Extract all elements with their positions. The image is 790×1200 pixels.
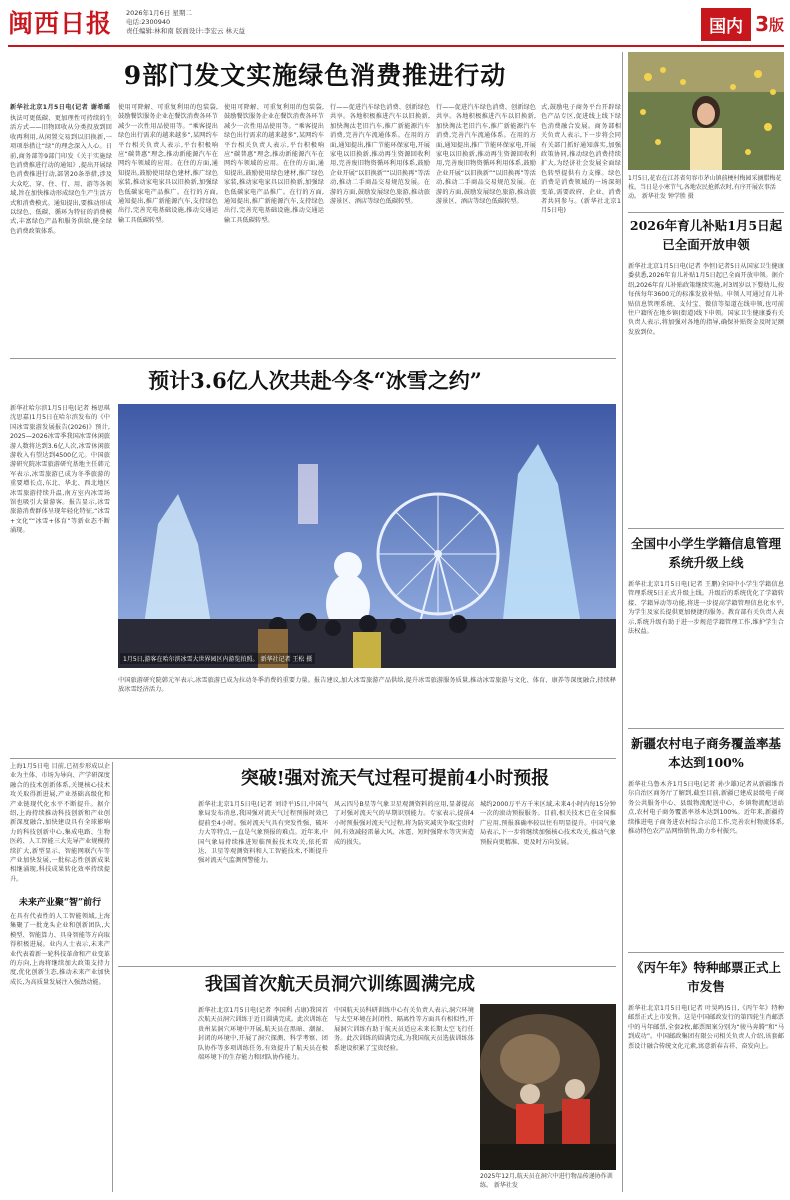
cave-headline: 我国首次航天员洞穴训练圆满完成 <box>205 974 475 995</box>
phone-line: 电话:2300940 <box>126 18 171 26</box>
sidebar-rule-1 <box>628 212 784 213</box>
flower-photo <box>628 52 784 170</box>
weather-headline: 突破!强对流天气过程可提前4小时预报 <box>240 768 550 789</box>
masthead-rule <box>8 45 784 47</box>
lead-col1: 执法可更低碳、更加理性可持续的生活方式——旧物回收从分类投放到回收再利用,从闲置交易到以旧换新,一项项举措让“绿”的理念深入人心。日前,商务部等9部门印发《关于实施绿色消费推进行动的通知》,提出开展绿色消费推进行动,部署20条举措,涉及大众吃、穿、住、行、用、游等各领域,旨在加快推动形成绿色生产生活方式和消费模式。通知提出,要推动形成以绿色、低碳、循环为特征的消费模式,丰富绿色产品和服务供给,健全绿色消费政策体系。 <box>10 115 112 235</box>
childcare-body: 新华社北京1月5日电(记者 李恒)记者5日从国家卫生健康委获悉,2026年育儿补贴1月5日起已全面开放申领。据介绍,2026年育儿补贴政策继续实施,对3周岁以下婴幼儿,按每孩每年3600元的标准发放补贴。申领人可通过育儿补贴信息管理系统、支付宝、微信等渠道在线申领,也可前往户籍所在地乡镇(街道)线下申领。国家卫生健康委有关负责人表示,将加强对各地的指导,确保补贴资金及时足额发放到位。 <box>628 263 784 336</box>
lead-bottom-rule <box>10 358 616 359</box>
flower-photo-svg <box>628 52 784 170</box>
weather-bottom-rule <box>118 966 616 967</box>
future-industry-subhead: 未来产业聚“智”前行 <box>18 898 102 908</box>
sidebar-rule-4 <box>628 952 784 953</box>
ice-bottom-text: 中国旅游研究院韩元军表示,冰雪旅游已成为拉动冬季消费的重要力量。报告建议,加大冰雪旅游产品供给,提升冰雪旅游服务质量,推动冰雪旅游与文化、体育、康养等深度融合,持续释放冰雪经济活力。 <box>118 677 616 694</box>
lead-byline: 新华社北京1月5日电(记者 谢希瑶 <box>10 104 110 111</box>
sidebar-divider <box>622 52 623 1192</box>
section-tag <box>636 6 784 42</box>
stamp-body: 新华社北京1月5日电(记者 叶昊鸣)5日,《丙午年》特种邮票正式上市发售。这是中国邮政发行的第四轮生肖邮票中的马年邮票,全套2枚,邮票图案分别为“骏马奔腾”和“马到成功”。中国邮政集团有限公司相关负责人介绍,该套邮票设计融合传统文化元素,寓意新春吉祥、奋发向上。 <box>628 1005 784 1050</box>
xinjiang-body: 新华社乌鲁木齐1月5日电(记者 孙少雄)记者从新疆维吾尔自治区商务厅了解到,截至目前,新疆已建成县级电子商务公共服务中心、县级物流配送中心、乡镇物流配送站点,农村电子商务覆盖率基本达到100%。近年来,新疆持续推进电子商务进农村综合示范工作,完善农村物流体系,推动特色农产品网络销售,助力乡村振兴。 <box>628 781 784 836</box>
childcare-headline: 2026年育儿补贴1月5日起已全面开放申领 <box>629 218 783 252</box>
cave-photo-caption: 2025年12月,航天员在洞穴中进行物品传递协作训练。 新华社发 <box>480 1173 613 1189</box>
ice-headline: 预计3.6亿人次共赴今冬“冰雪之约” <box>148 368 482 393</box>
cave-photo <box>480 1004 616 1170</box>
weather-col3: 城约2000万平方千米区域,未来4小时内每15分钟一次的滚动预报服务。目前,相关技术已在全国推广应用,预报准确率较以往有明显提升。中国气象局表示,下一步将继续加强核心技术攻关,推动气象预报向更精准、更及时方向发展。 <box>480 801 616 846</box>
flower-photo-caption: 1月5日,花农在江苏省句容市茅山镇前梗村梅园采摘腊梅花枝。当日是小寒节气,各地农民抢抓农时,有序开展农事活动。 新华社发 钟学胜 摄 <box>628 175 782 200</box>
ice-bottom-rule <box>10 758 616 759</box>
weather-col2: 风云四号B星等气象卫星观测资料的应用,显著提高了对强对流天气的早期识别能力。专家表示,提前4小时预报强对流天气过程,将为防灾减灾争取宝贵时间,有效减轻雷暴大风、冰雹、短时强降水等灾害造成的损失。 <box>334 801 474 846</box>
ice-festival-photo-svg <box>118 404 616 668</box>
left-col-divider <box>112 762 113 1192</box>
lead-col2b: 使用可降解、可重复利用的包装袋,鼓励餐饮服务企业在餐饮消费各环节减少一次性用品使用等。“乘客提出绿色出行需求的越来越多”,某网约车平台相关负责人表示,平台积极响应“碳普惠”理念,推动新能源汽车在网约车领域的应用。在住的方面,通知提出,鼓励使用绿色建材,推广绿色家装,推动家电家具以旧换新,加强绿色低碳家电产品推广。在行的方面,通知提出,推广新能源汽车,支持绿色出行,完善充电基础设施,推动交通运输工具低碳转型。 <box>224 104 324 224</box>
xinjiang-headline: 新疆农村电子商务覆盖率基本达到100% <box>630 736 781 770</box>
lead-col3b: 行——促进汽车绿色消费、创新绿色共享。各地积极推进汽车以旧换新,加快淘汰老旧汽车,推广新能源汽车消费,完善汽车流通体系。在用的方面,通知提出,推广节能环保家电,开展家电以旧换新,推动再生资源回收利用,完善废旧物资循环利用体系,鼓励企业开展“以旧换新”“以旧换再”等活动,推动二手商品交易规范发展。在游的方面,鼓励发展绿色旅游,推动旅游景区、酒店等绿色低碳转型。 <box>436 104 536 206</box>
sidebar-rule-3 <box>628 728 784 729</box>
student-system-body: 新华社北京1月5日电(记者 王鹏)全国中小学生学籍信息管理系统5日正式升级上线。升级后的系统优化了学籍转接、学籍异动等功能,将进一步提高学籍管理信息化水平,为学生及家长提供更加便捷的服务。教育部有关负责人表示,系统升级有助于进一步规范学籍管理工作,维护学生合法权益。 <box>628 581 784 636</box>
lead-col2: 使用可降解、可重复利用的包装袋,鼓励餐饮服务企业在餐饮消费各环节减少一次性用品使用等。“乘客提出绿色出行需求的越来越多”,某网约车平台相关负责人表示,平台积极响应“碳普惠”理念,推动新能源汽车在网约车领域的应用。在住的方面,通知提出,鼓励使用绿色建材,推广绿色家装,推动家电家具以旧换新,加强绿色低碳家电产品推广。在行的方面,通知提出,推广新能源汽车,支持绿色出行,完善充电基础设施,推动交通运输工具低碳转型。 <box>118 104 218 224</box>
page-number: 3 <box>755 12 769 36</box>
student-system-headline: 全国中小学生学籍信息管理系统升级上线 <box>630 536 781 570</box>
shanghai-col-b: 在具有代表性的人工智能领域,上海集聚了一批龙头企业和创新团队,大模型、智能算力、具身智能等方向取得积极进展。业内人士表示,未来产业代表着新一轮科技革命和产业变革的方向,上海将继续加大政策支持力度,优化创新生态,推动未来产业加快成长,为高质量发展注入强劲动能。 <box>10 913 110 986</box>
cave-col1: 新华社北京1月5日电(记者 李国利 占康)我国首次航天员洞穴训练于近日圆满完成。此次训练在贵州某洞穴环境中开展,航天员在黑暗、潮湿、封闭的环境中,开展了洞穴探测、科学考察、团队协作等多项训练任务,有效提升了航天员在极端环境下的生存能力和团队协作能力。 <box>198 1007 328 1062</box>
weather-col1: 新华社北京1月5日电(记者 刘诗平)5日,中国气象局发布消息,我国强对流天气过程预报时效已提前至4小时。强对流天气具有突发性强、破坏力大等特点,一直是气象预报的难点。近年来,中国气象局持续推进短临预报技术攻关,依托雷达、卫星等观测资料和人工智能技术,不断提升强对流天气监测预警能力。 <box>198 801 328 865</box>
cave-photo-svg <box>480 1004 616 1170</box>
stamp-headline: 《丙午年》特种邮票正式上市发售 <box>630 960 781 994</box>
masthead-logo: 闽西日报 <box>8 9 113 38</box>
shanghai-col: 上海1月5日电 目前,已初步形成以企业为主体、市场为导向、产学研深度融合的技术创新体系,关键核心技术攻关取得新进展,产业基础高级化和产业链现代化水平不断提升。据介绍,上海持续推动科技创新和产业创新深度融合,加快建设具有全球影响力的科技创新中心,集成电路、生物医药、人工智能三大先导产业规模持续扩大,新型显示、智能网联汽车等产业加快发展,一批标志性创新成果相继涌现,科技成果转化效率持续提升。 <box>10 763 110 883</box>
page-suffix: 版 <box>768 15 784 34</box>
lead-col4: 式,鼓励电子商务平台开辟绿色产品专区,促进线上线下绿色消费融合发展。商务部相关负责人表示,下一步将会同有关部门抓好通知落实,加强政策协同,推动绿色消费持续扩大,为经济社会发展全面绿色转型提供有力支撑。绿色消费是消费领域的一场深刻变革,需要政府、企业、消费者共同参与。(新华社北京1月5日电) <box>541 104 621 215</box>
ice-col1: 新华社哈尔滨1月5日电(记者 杨思琪 沈思嘉)1月5日在哈尔滨发布的《中国冰雪旅游发展报告(2026)》预计,2025—2026冰雪季我国冰雪休闲旅游人数将达到3.6亿人次,冰雪休闲旅游收入有望达到4500亿元。中国旅游研究院冰雪旅游研究基地主任韩元军表示,冰雪旅游已成为冬季旅游的重要增长点,东北、华北、西北地区冰雪旅游持续升温,南方室内冰雪场馆也吸引大量游客。报告显示,冰雪旅游消费群体呈现年轻化特征,“冰雪+文化”“冰雪+体育”等新业态不断涌现。 <box>10 405 110 535</box>
ice-photo-caption: 1月5日,游客在哈尔滨冰雪大世界园区内游览拍照。 新华社记者 王松 摄 <box>120 653 315 664</box>
date-line: 2026年1月6日 星期二 <box>126 9 192 17</box>
section-name: 国内 <box>701 8 751 41</box>
lead-col3: 行——促进汽车绿色消费、创新绿色共享。各地积极推进汽车以旧换新,加快淘汰老旧汽车,推广新能源汽车消费,完善汽车流通体系。在用的方面,通知提出,推广节能环保家电,开展家电以旧换新,推动再生资源回收利用,完善废旧物资循环利用体系,鼓励企业开展“以旧换新”“以旧换再”等活动,推动二手商品交易规范发展。在游的方面,鼓励发展绿色旅游,推动旅游景区、酒店等绿色低碳转型。 <box>330 104 430 206</box>
sidebar-rule-2 <box>628 528 784 529</box>
ice-festival-photo <box>118 404 616 668</box>
editor-line: 责任编辑:林和南 版面设计:李宏云 林天益 <box>126 27 246 35</box>
lead-headline: 9部门发文实施绿色消费推进行动 <box>123 61 507 90</box>
cave-col2: 中国航天员科研训练中心有关负责人表示,洞穴环境与太空环境在封闭性、隔离性等方面具有相似性,开展洞穴训练有助于航天员适应未来长期太空飞行任务。此次训练的圆满完成,为我国航天员选拔训练体系建设积累了宝贵经验。 <box>334 1007 474 1052</box>
